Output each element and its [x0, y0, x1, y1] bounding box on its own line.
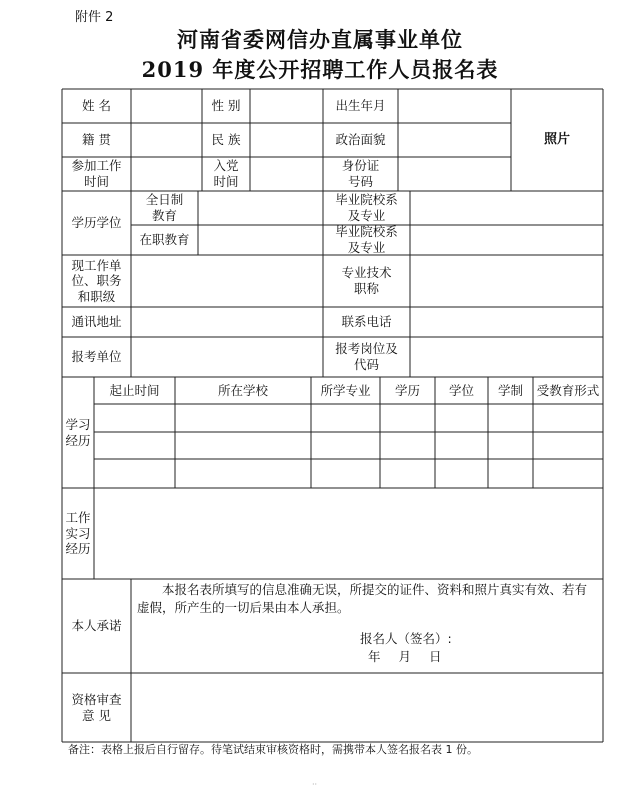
ethnicity-label: 民 族 — [211, 132, 241, 148]
apply-post-label: 报考岗位及 代码 — [335, 341, 398, 372]
page-marker: ·· — [312, 780, 318, 789]
review-field[interactable] — [131, 673, 603, 742]
inservice-education-label: 在职教育 — [139, 232, 190, 248]
gender-label: 性 别 — [211, 98, 241, 114]
study-header-period: 起止时间 — [109, 382, 160, 398]
party-join-field[interactable] — [250, 157, 323, 191]
current-job-field[interactable] — [131, 255, 323, 307]
study-header-school: 所在学校 — [217, 382, 268, 398]
fulltime-education-label: 全日制 教育 — [145, 192, 184, 223]
photo-placeholder[interactable]: 照片 — [543, 131, 570, 147]
work-experience-label: 工作 实习 经历 — [65, 510, 91, 557]
title-qualification-field[interactable] — [410, 255, 603, 307]
work-experience-field[interactable] — [94, 488, 603, 579]
study-header-length: 学制 — [497, 382, 523, 398]
inservice-school-label: 毕业院校系 及专业 — [335, 224, 398, 255]
study-header-education: 学历 — [394, 382, 420, 398]
study-header-form: 受教育形式 — [536, 382, 600, 398]
native-label: 籍 贯 — [82, 132, 111, 148]
apply-unit-label: 报考单位 — [71, 349, 122, 365]
name-label: 姓 名 — [82, 98, 111, 114]
study-row-2[interactable] — [94, 432, 603, 459]
study-header-major: 所学专业 — [320, 382, 371, 398]
party-join-label: 入党 时间 — [213, 158, 239, 189]
work-start-field[interactable] — [131, 157, 202, 191]
fulltime-school-label: 毕业院校系 及专业 — [335, 192, 398, 223]
id-number-field[interactable] — [398, 157, 511, 191]
ethnicity-field[interactable] — [250, 123, 323, 157]
inservice-school-field[interactable] — [410, 225, 603, 255]
address-label: 通讯地址 — [71, 314, 122, 330]
fulltime-school-field[interactable] — [410, 191, 603, 225]
form-subtitle: 2019 年度公开招聘工作人员报名表 — [141, 57, 499, 82]
birth-field[interactable] — [398, 89, 511, 123]
native-field[interactable] — [131, 123, 202, 157]
signature-label: 报名人（签名）: — [360, 631, 452, 646]
study-row-1[interactable] — [94, 404, 603, 432]
footnote: 备注：表格上报后自行留存。待笔试结束审核资格时，需携带本人签名报名表 1 份。 — [68, 743, 478, 756]
phone-label: 联系电话 — [341, 314, 392, 330]
education-label: 学历学位 — [71, 215, 122, 231]
title-qualification-label: 专业技术 职称 — [341, 265, 392, 296]
phone-field[interactable] — [410, 307, 603, 337]
fulltime-education-field[interactable] — [198, 191, 323, 225]
politics-field[interactable] — [398, 123, 511, 157]
address-field[interactable] — [131, 307, 323, 337]
study-row-3[interactable] — [94, 459, 603, 488]
work-start-label: 参加工作 时间 — [71, 158, 122, 189]
apply-post-field[interactable] — [410, 337, 603, 377]
study-experience-label: 学习 经历 — [65, 416, 91, 448]
pledge-label: 本人承诺 — [71, 618, 122, 634]
review-label: 资格审查 意 见 — [71, 691, 122, 723]
birth-label: 出生年月 — [335, 98, 386, 114]
apply-unit-field[interactable] — [131, 337, 323, 377]
pledge-text: 本报名表所填写的信息准确无误，所提交的证件、资料和照片真实有效、若有虚假，所产生的一切后果由本人承担。 — [137, 582, 588, 615]
name-field[interactable] — [131, 89, 202, 123]
current-job-label: 现工作单 位、职务 和职级 — [71, 257, 122, 304]
gender-field[interactable] — [250, 89, 323, 123]
inservice-education-field[interactable] — [198, 225, 323, 255]
signature-date: 年 月 日 — [368, 649, 442, 664]
politics-label: 政治面貌 — [335, 132, 386, 148]
attachment-label: 附件 2 — [75, 10, 114, 25]
form-title: 河南省委网信办直属事业单位 — [177, 27, 463, 52]
study-header-degree: 学位 — [448, 382, 474, 398]
id-number-label: 身份证 号码 — [341, 158, 380, 189]
